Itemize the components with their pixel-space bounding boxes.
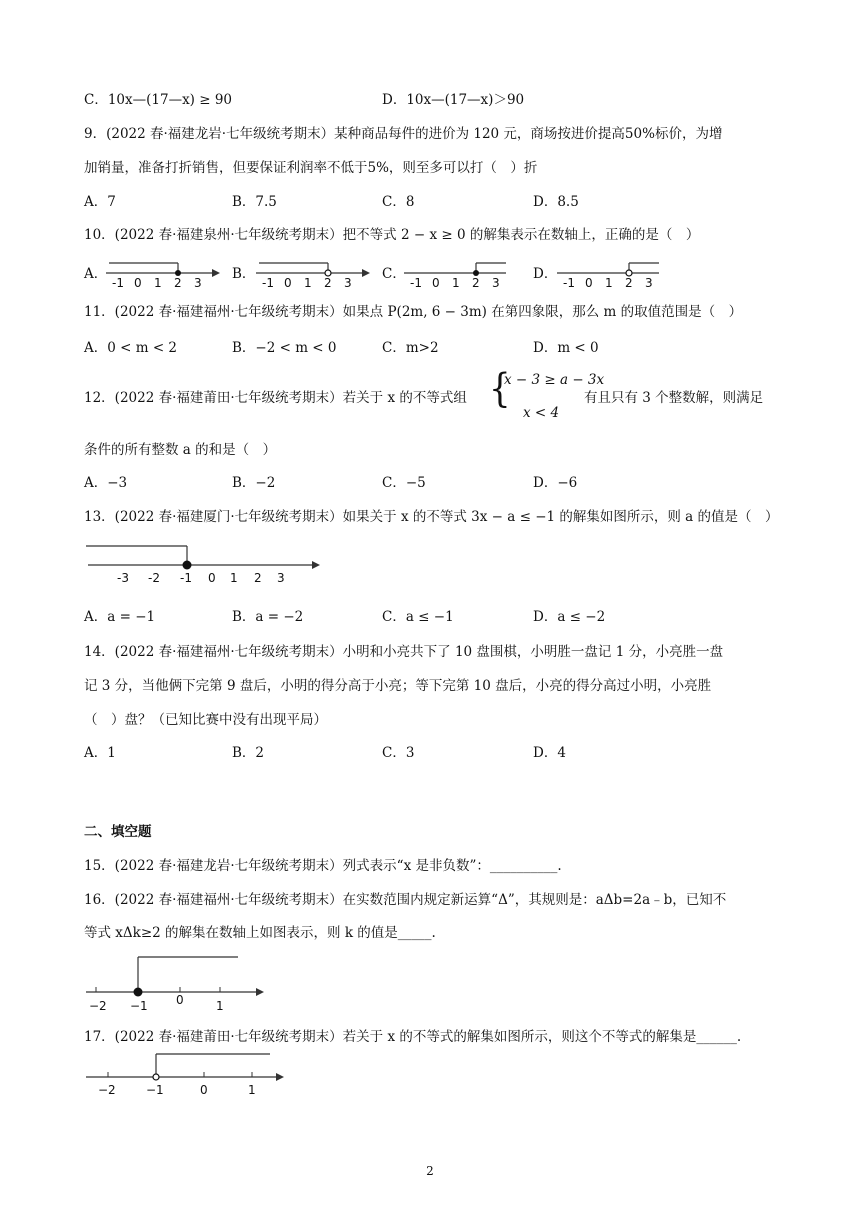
q11-option-b: B．−2 < m < 0 [232,340,337,356]
tick-label: 0 [176,993,184,1007]
tick-label: 3 [277,571,285,585]
q12-option-d: D．−6 [533,475,578,491]
tick-label: 0 [200,1083,208,1097]
tick-label: 0 [284,276,292,290]
tick-label: 0 [585,276,593,290]
q10-option-a-label: A． [84,266,108,282]
q17-numberline [84,1050,294,1098]
q14-option-c: C．3 [382,745,415,761]
q10-option-d-label: D． [533,266,558,282]
q13-numberline [84,538,324,588]
q8-option-d: D．10x—(17—x)＞90 [382,92,525,108]
q16-stem-line1: 16．(2022 春·福建福州·七年级统考期末）在实数范围内规定新运算“Δ”，其规则是：aΔb=2a﹣b，已知不 [84,892,727,908]
tick-label: 3 [344,276,352,290]
q14-stem-line1: 14．(2022 春·福建福州·七年级统考期末）小明和小亮共下了 10 盘围棋，小明胜一盘记 1 分，小亮胜一盘 [84,644,724,660]
tick-label: −1 [130,999,148,1013]
tick-label: -3 [117,571,129,585]
q14-stem-line2: 记 3 分，当他俩下完第 9 盘后，小明的得分高于小亮；等下完第 10 盘后，小亮的得分高过小明，小亮胜 [84,678,712,694]
q12-option-a: A．−3 [84,475,128,491]
q8-option-c: C．10x—(17—x) ≥ 90 [84,92,233,108]
q12-stem-prefix: 12．(2022 春·福建莆田·七年级统考期末）若关于 x 的不等式组 [84,390,467,406]
tick-label: 2 [174,276,182,290]
q10-option-b-label: B． [232,266,256,282]
q16-stem-line2: 等式 xΔk≥2 的解集在数轴上如图表示，则 k 的值是_____. [84,925,436,941]
tick-label: −2 [89,999,107,1013]
q9-stem-line2: 加销量，准备打折销售，但要保证利润率不低于5%，则至多可以打（ ）折 [84,160,538,176]
tick-label: 0 [208,571,216,585]
q10-option-d-numberline [555,255,675,291]
q17-stem: 17．(2022 春·福建莆田·七年级统考期末）若关于 x 的不等式的解集如图所示，则这个不等式的解集是______. [84,1029,742,1045]
q12-option-b: B．−2 [232,475,276,491]
tick-label: -1 [410,276,422,290]
q14-option-a: A．1 [84,745,116,761]
tick-label: 1 [154,276,162,290]
q11-option-a: A．0 < m < 2 [84,340,178,356]
q16-numberline [84,952,274,1014]
tick-label: 2 [324,276,332,290]
q9-option-a: A．7 [84,194,116,210]
tick-label: −2 [98,1083,116,1097]
q9-option-c: C．8 [382,194,415,210]
q11-option-d: D．m < 0 [533,340,599,356]
q11-stem: 11．(2022 春·福建福州·七年级统考期末）如果点 P(2m, 6 − 3m) 在第四象限，那么 m 的取值范围是（ ） [84,304,743,320]
tick-label: −1 [146,1083,164,1097]
tick-label: 2 [254,571,262,585]
q10-stem: 10．(2022 春·福建泉州·七年级统考期末）把不等式 2 − x ≥ 0 的解集表示在数轴上，正确的是（ ） [84,227,700,243]
q12-option-c: C．−5 [382,475,426,491]
tick-label: 1 [452,276,460,290]
tick-label: 3 [194,276,202,290]
q14-option-d: D．4 [533,745,566,761]
q12-stem-suffix: 有且只有 3 个整数解，则满足 [584,390,764,406]
q9-option-b: B．7.5 [232,194,277,210]
tick-label: -1 [180,571,192,585]
q12-stem-line2: 条件的所有整数 a 的和是（ ） [84,442,277,458]
q10-option-c-numberline [402,255,522,291]
q15-stem: 15．(2022 春·福建龙岩·七年级统考期末）列式表示“x 是非负数”：__________. [84,858,562,874]
tick-label: 2 [625,276,633,290]
tick-label: 1 [605,276,613,290]
page-number: 2 [426,1164,434,1178]
q9-stem-line1: 9．(2022 春·福建龙岩·七年级统考期末）某种商品每件的进价为 120 元，商场按进价提高50%标价，为增 [84,126,723,142]
q13-stem: 13．(2022 春·福建厦门·七年级统考期末）如果关于 x 的不等式 3x − a ≤ −1 的解集如图所示，则 a 的值是（ ） [84,509,779,525]
tick-label: 1 [216,999,224,1013]
tick-label: 1 [304,276,312,290]
q12-inequality-1: x − 3 ≥ a − 3x [504,372,605,388]
q9-option-d: D．8.5 [533,194,579,210]
q12-inequality-2: x < 4 [523,405,560,421]
q10-option-c-label: C． [382,266,406,282]
q11-option-c: C．m>2 [382,340,439,356]
tick-label: 1 [230,571,238,585]
q13-option-a: A．a = −1 [84,609,156,625]
q12-system-brace: { [489,366,511,412]
tick-label: -1 [262,276,274,290]
q10-option-a-numberline [104,255,224,291]
section-heading-fill-in: 二、填空题 [84,824,152,840]
tick-label: -1 [563,276,575,290]
q10-option-b-numberline [254,255,374,291]
q13-option-b: B．a = −2 [232,609,304,625]
q14-option-b: B．2 [232,745,265,761]
tick-label: 1 [248,1083,256,1097]
tick-label: 3 [492,276,500,290]
q14-stem-line3: （ ）盘？（已知比赛中没有出现平局） [84,712,327,728]
q13-option-c: C．a ≤ −1 [382,609,454,625]
tick-label: 0 [134,276,142,290]
q13-option-d: D．a ≤ −2 [533,609,606,625]
tick-label: 2 [472,276,480,290]
tick-label: 0 [432,276,440,290]
tick-label: -2 [148,571,160,585]
tick-label: 3 [645,276,653,290]
tick-label: -1 [112,276,124,290]
